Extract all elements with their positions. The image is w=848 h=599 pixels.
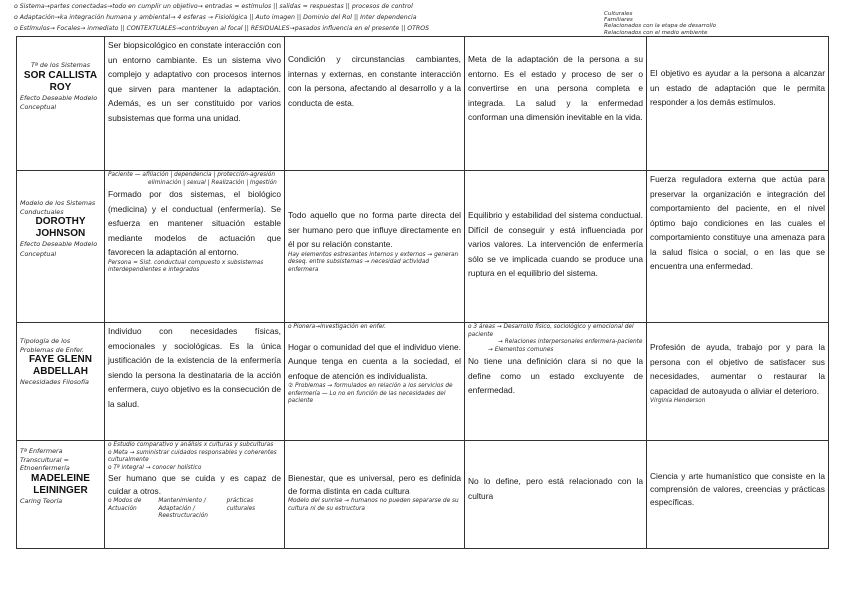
author-name: FAYE GLENN ABDELLAH [29,354,92,377]
salud-cell: Equilibrio y estabilidad del sistema conductual. Difícil de conseguir y está influenciada por varios valores. La intervención de enfermería sólo se ve implicada cuando se produce una ruptura en el equilibrio del sistema. [465,171,647,323]
author-cell: Tª Enfermera Transcultural = Etnoenfermería MADELEINE LEININGER Caring Teoría [17,441,105,549]
author-name: SOR CALLISTA ROY [23,69,98,93]
author-cell: Tipología de los Problemas de Enfer. FAYE GLENN ABDELLAH Necesidades Filosofía [17,323,105,441]
note-estimulos: o Estímulos→ Focales→ inmediato || CONTEXTUALES→contribuyen al focal || RESIDUALES→pasados influencia en el presente || OTROS [14,25,430,32]
persona-cell: Paciente — afiliación | dependencia | protección-agresión eliminación | sexual | Realización | Ingestión Formado por dos sistemas, el biológico (medicina) y el conductual (enfermería). Se esfuerza en mantener situación estable mediante modelos de actuación que favorecen la adaptación al entorno. Persona = Sist. conductual compuesto x subsistemas interdependientes e integrados [105,171,285,323]
entorno-cell: Todo aquello que no forma parte directa del ser humano pero que influye directamente en él por su relación constante. Hay elementos estresantes internos y externos → generan deseq. entre subsistemas → necesidad actividad enfermera [285,171,465,323]
entorno-cell: Condición y circunstancias cambiantes, internas y externas, en constante interacción con la persona, afectando al desarrollo y a la conducta de esta. [285,37,465,171]
top-notes [14,1,844,35]
note-sistema: o Sistema→partes conectadas→todo en cumplir un objetivo→ entradas = estímulos || salidas = respuestas || procesos de control [14,3,413,10]
table-row [17,441,829,549]
salud-cell: o 3 áreas → Desarrollo físico, sociológico y emocional del paciente → Relaciones interpersonales enfermera-paciente → Elementos comunes No tiene una definición clara si no que la define como un estado excluyente de enfermedad. [465,323,647,441]
table-row [17,323,829,441]
persona-cell: Ser biopsicológico en constate interacción con un entorno cambiante. Es un sistema vivo complejo y adaptativo con procesos internos que sirven para mantener la adaptación. Además, es un ser constituido por varios subsistemas que forma una unidad. [105,37,285,171]
author-name: MADELEINE LEININGER [31,472,90,496]
persona-cell: Individuo con necesidades físicas, emocionales y sociológicas. Es la única justificación de la existencia de la enfermería siendo la persona la destinataria de la acción enfermera, cuyo objetivo es la consecución de la salud. [105,323,285,441]
table-row [17,171,829,323]
nursing-models-table [16,36,829,549]
persona-cell: o Estudio comparativo y análisis x culturas y subculturas o Meta → suministrar cuidados responsables y coherentes culturalmente o Tª integral → conocer holístico Ser humano que se cuida y es capaz de cuidar a otros. o Modos de Actuación Mantenimiento / Adaptación / Reestructuración prácticas culturales [105,441,285,549]
enfermeria-cell: Ciencia y arte humanístico que consiste en la comprensión de valores, creencias y prácticas específicas. [647,441,829,549]
entorno-cell: Bienestar, que es universal, pero es definida de forma distinta en cada cultura Modelo del sunrise → humanos no pueden separarse de su cultura ni de su estructura [285,441,465,549]
note-other-stimuli: Culturales Familiares Relacionados con la etapa de desarrollo Relacionados con el medio ambiente [604,11,717,36]
table-row [17,37,829,171]
enfermeria-cell: Profesión de ayuda, trabajo por y para la persona con el objetivo de satisfacer sus necesidades, aumentar o restaurar la capacidad de autoayuda o aliviar el deterioro. Virginia Henderson [647,323,829,441]
entorno-cell: o Pionera→investigación en enfer. Hogar o comunidad del que el individuo viene. Aunque tenga en cuenta a la sociedad, el enfoque de atención es individualista. ② Problemas → formulados en relación a los servicios de enfermería — Lo no en función de las necesidades del paciente [285,323,465,441]
enfermeria-cell: Fuerza reguladora externa que actúa para preservar la organización e integración del comportamiento del paciente, en el nivel óptimo bajo condiciones en las cuales el comportamiento constituye una amenaza para la salud física o social, o en las que se encuentra una enfermedad. [647,171,829,323]
author-cell: Modelo de los Sistemas Conductuales DOROTHY JOHNSON Efecto Deseable Modelo Conceptual [17,171,105,323]
author-name: DOROTHY JOHNSON [35,216,86,239]
enfermeria-cell: El objetivo es ayudar a la persona a alcanzar un estado de adaptación que le permita responder a los demás estímulos. [647,37,829,171]
note-adaptacion: o Adaptación→ka integración humana y ambiental→ 4 esferas → Fisiológica || Auto imagen || Dominio del Rol || Inter dependencia [14,14,417,21]
salud-cell: Meta de la adaptación de la persona a su entorno. Es el estado y proceso de ser o convertirse en una persona completa e integrada. La salud y la enfermedad conforman una dimensión inevitable en la vida. [465,37,647,171]
salud-cell: No lo define, pero está relacionado con la cultura [465,441,647,549]
author-cell: Tª de los Sistemas SOR CALLISTA ROY Efecto Deseable Modelo Conceptual [17,37,105,171]
